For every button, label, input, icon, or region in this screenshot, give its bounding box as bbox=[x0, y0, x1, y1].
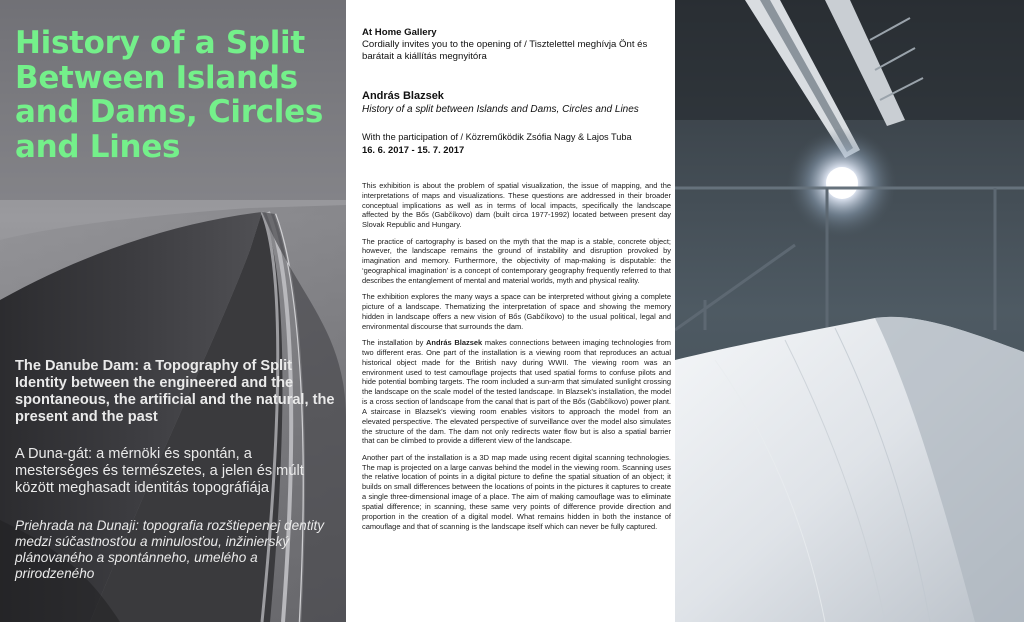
paragraph-4-rest: makes connections between imaging technologies from two different eras. One part of the installation is a viewing room that reproduces an actual historical object made for the British navy during WWII. The viewing room was an environment used to test camouflage projects that used spatial forms to confuse pilots and hide potential bombing targets. The room included a sun-arm that simulated sunlight crossing the landscape on the scale model of the tested landscape. In Blazsek’s installation, the model is a cross section of landscape from the canal that is part of the Bős (Gabčíkovo) power plant. A staircase in Blazsek’s viewing room enables visitors to approach the model from an elevated perspective. The elevated perspective of surveillance over the model also simulates the structure of the dam. The dam not only redirects water flow but is also a spatial barrier that can be climbed to provide a different view of the landscape. bbox=[362, 338, 671, 446]
text-panel bbox=[346, 0, 675, 622]
invitation-line: Cordially invites you to the opening of / Tisztelettel meghívja Önt és barátait a kiállítás megnyitóra bbox=[362, 39, 648, 62]
exhibition-dates: 16. 6. 2017 - 15. 7. 2017 bbox=[362, 144, 465, 155]
exhibition-title: History of a split between Islands and Dams, Circles and Lines bbox=[362, 104, 639, 115]
left-panel bbox=[0, 0, 346, 622]
right-panel bbox=[675, 0, 1024, 622]
poster-title: History of a Split Between Islands and Dams, Circles and Lines bbox=[15, 25, 323, 166]
paragraph-2: The practice of cartography is based on the myth that the map is a stable, concrete object; however, the landscape remains the ground of instability and disruption provoked by imagination and memory. Furthermore, the objectivity of map-making is disputable: the ‘geographical imagination’ is a concept of contemporary geography frequently referred to that describes the entanglement of mental and material worlds, myth and physical reality. bbox=[362, 236, 671, 285]
paragraph-3: The exhibition explores the many ways a space can be interpreted without giving a complete picture of a landscape. Thematizing the interpretation of space and showing the memory hidden in landscape offers a new vision of Bős (Gabčíkovo) to the usual political, legal and environmental discourse that surrounds the dam. bbox=[362, 292, 671, 331]
artist-name: András Blazsek bbox=[362, 90, 444, 102]
subtitle-slovak: Priehrada na Dunaji: topografia rozštiepenej dentity medzi súčastnosťou a minulosťou, inžinierský plánovaného a spontánneho, umelého a prirodzeného bbox=[15, 518, 325, 581]
gallery-name: At Home Gallery bbox=[362, 27, 437, 38]
subtitle-english: The Danube Dam: a Topography of Split Identity between the engineered and the spontaneous, the artificial and the natural, the present and the past bbox=[15, 358, 335, 426]
paragraph-5: Another part of the installation is a 3D map made using recent digital scanning technologies. The map is projected on a large canvas behind the model in the viewing room. Scanning uses the relative location of points in a digital picture to define the spatial situation of an object; it builds on small differences between the locations of points in the pictures it captures to create a single three-dimensional image of a place. The aim of making camouflage was to eliminate spatial difference; in scanning, these same very points of difference provide direction and proportion in the creation of a digital model. What remains hidden in both the instance of camouflage and that of scanning is the landscape itself which can never be fully captured. bbox=[362, 452, 671, 531]
participation-line: With the participation of / Közreműködik Zsófia Nagy & Lajos Tuba bbox=[362, 132, 632, 142]
paragraph-4 bbox=[362, 338, 671, 446]
subtitle-hungarian: A Duna-gát: a mérnöki és spontán, a mesterséges és természetes, a jelen és múlt között meghasadt identitás topográfiája bbox=[15, 446, 304, 497]
body-text bbox=[362, 181, 671, 538]
paragraph-4-intro: The installation by bbox=[362, 338, 427, 348]
paragraph-4-artist: András Blazsek bbox=[426, 338, 483, 348]
paragraph-1: This exhibition is about the problem of spatial visualization, the issue of mapping, and the interpretations of maps and visualizations. These questions are addressed in their broader conceptual implications as well as in terms of local impacts, specifically the landscape affected by the Bős (Gabčíkovo) dam (built circa 1977-1992) located between present day Slovak Republic and Hungary. bbox=[362, 181, 671, 230]
installation-photo bbox=[675, 0, 1024, 622]
